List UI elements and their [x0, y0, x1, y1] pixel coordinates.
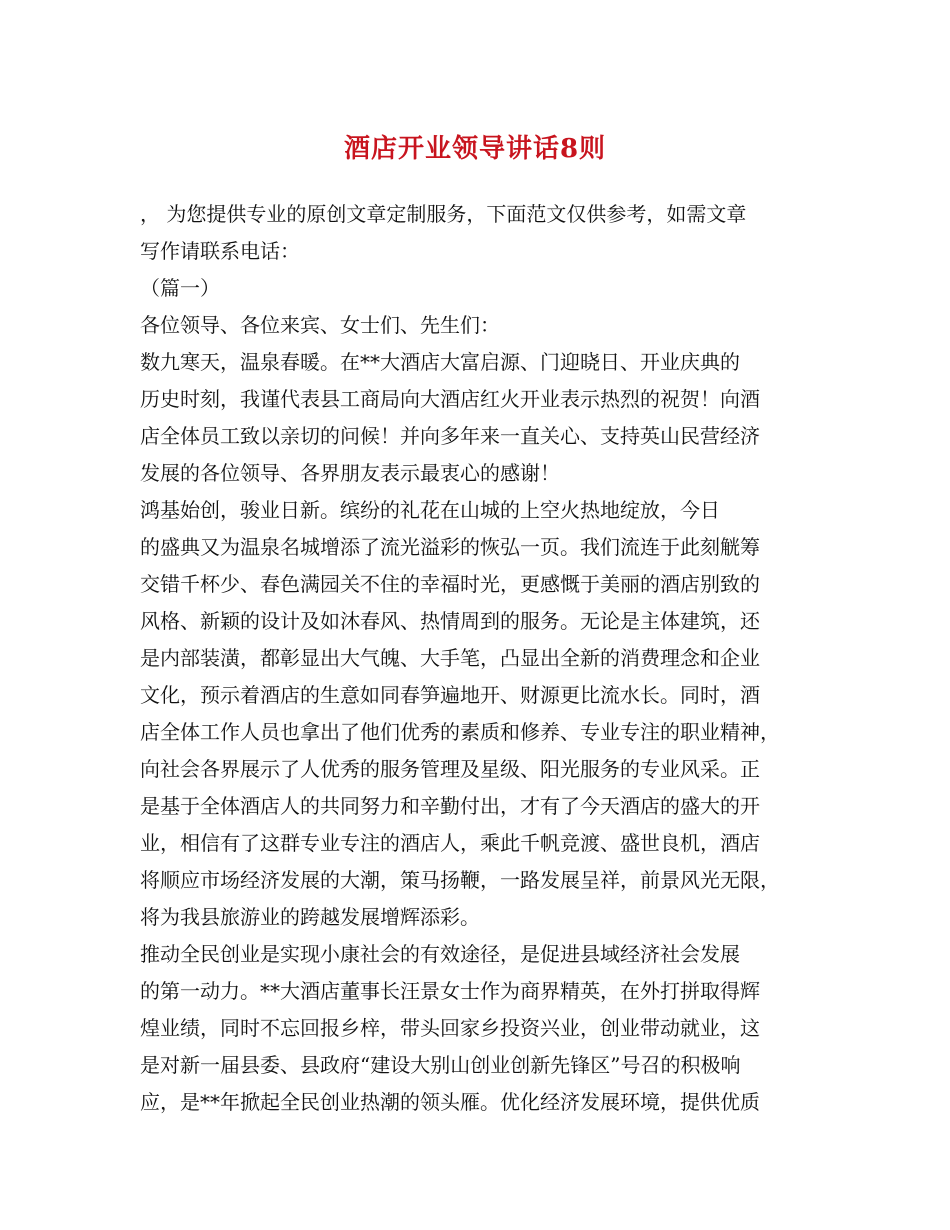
body-line: 店全体员工致以亲切的问候！并向多年来一直关心、支持英山民营经济 — [140, 424, 760, 448]
document-body — [140, 196, 820, 1121]
body-line: 的第一动力。**大酒店董事长汪景女士作为商界精英，在外打拼取得辉 — [140, 979, 760, 1003]
body-line: 煌业绩，同时不忘回报乡梓，带头回家乡投资兴业，创业带动就业，这 — [140, 1016, 760, 1040]
body-line: 交错千杯少、春色满园关不住的幸福时光，更感慨于美丽的酒店别致的 — [140, 572, 760, 596]
body-line: 是内部装潢，都彰显出大气魄、大手笔，凸显出全新的消费理念和企业 — [140, 646, 760, 670]
section-heading: （篇一） — [140, 276, 220, 300]
body-line: 推动全民创业是实现小康社会的有效途径，是促进县域经济社会发展 — [140, 942, 740, 966]
body-line: ， 为您提供专业的原创文章定制服务，下面范文仅供参考，如需文章 — [140, 202, 747, 226]
body-line: 应，是**年掀起全民创业热潮的领头雁。优化经济发展环境，提供优质 — [140, 1090, 760, 1114]
body-line: 数九寒天，温泉春暖。在**大酒店大富启源、门迎晓日、开业庆典的 — [140, 350, 740, 374]
body-line: 写作请联系电话： — [140, 239, 300, 263]
body-line: 将顺应市场经济发展的大潮，策马扬鞭，一路发展呈祥，前景风光无限， — [140, 868, 780, 892]
body-line: 风格、新颖的设计及如沐春风、热情周到的服务。无论是主体建筑，还 — [140, 609, 760, 633]
body-line: 鸿基始创，骏业日新。缤纷的礼花在山城的上空火热地绽放，今日 — [140, 498, 720, 522]
salutation: 各位领导、各位来宾、女士们、先生们： — [140, 313, 500, 337]
document-title: 酒店开业领导讲话8则 — [343, 134, 607, 164]
body-line: 是对新一届县委、县政府“建设大别山创业创新先锋区”号召的积极响 — [140, 1053, 741, 1077]
body-line: 的盛典又为温泉名城增添了流光溢彩的恢弘一页。我们流连于此刻觥筹 — [140, 535, 760, 559]
body-line: 是基于全体酒店人的共同努力和辛勤付出，才有了今天酒店的盛大的开 — [140, 794, 760, 818]
body-line: 向社会各界展示了人优秀的服务管理及星级、阳光服务的专业风采。正 — [140, 757, 760, 781]
body-line: 业，相信有了这群专业专注的酒店人，乘此千帆竞渡、盛世良机，酒店 — [140, 831, 760, 855]
body-line: 将为我县旅游业的跨越发展增辉添彩。 — [140, 905, 480, 929]
body-line: 文化，预示着酒店的生意如同春笋遍地开、财源更比流水长。同时，酒 — [140, 683, 760, 707]
body-line: 店全体工作人员也拿出了他们优秀的素质和修养、专业专注的职业精神， — [140, 720, 780, 744]
body-line: 发展的各位领导、各界朋友表示最衷心的感谢！ — [140, 461, 560, 485]
body-line: 历史时刻，我谨代表县工商局向大酒店红火开业表示热烈的祝贺！向酒 — [140, 387, 760, 411]
